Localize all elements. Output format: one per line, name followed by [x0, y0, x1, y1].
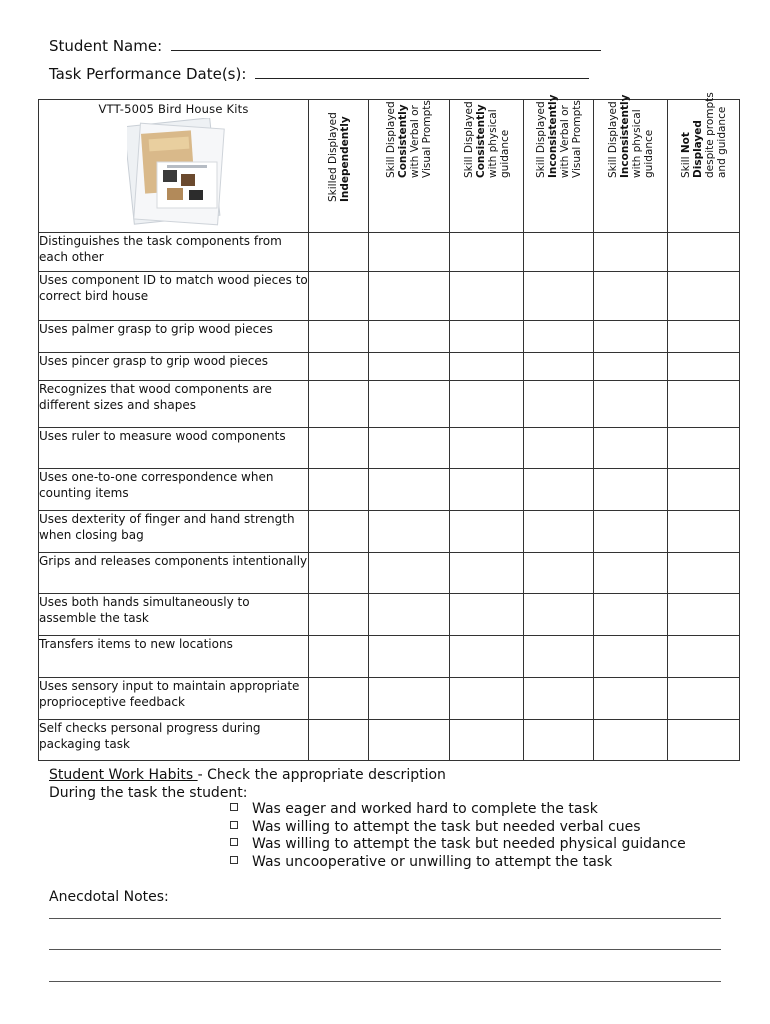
skill-label: Uses both hands simultaneously to assemble the task: [39, 594, 309, 636]
task-date-field[interactable]: [255, 64, 589, 79]
rating-cell[interactable]: [594, 233, 668, 272]
work-habit-option-label: Was eager and worked hard to complete the task: [252, 801, 598, 817]
skill-label: Uses ruler to measure wood components: [39, 428, 309, 469]
work-habits-intro: During the task the student:: [49, 785, 248, 801]
work-habit-option: [230, 819, 686, 837]
rating-cell[interactable]: [668, 381, 740, 428]
work-habits-instruction: - Check the appropriate description: [197, 767, 446, 783]
column-header-normal: Skilled Displayed: [326, 112, 339, 202]
rating-cell[interactable]: [450, 272, 524, 321]
column-header-line: [535, 95, 547, 178]
rating-cell[interactable]: [450, 636, 524, 678]
rating-cell[interactable]: [524, 553, 594, 594]
column-header-line: [547, 95, 559, 178]
rating-cell[interactable]: [524, 511, 594, 553]
skill-label: Transfers items to new locations: [39, 636, 309, 678]
rating-cell[interactable]: [524, 636, 594, 678]
column-header-line: [571, 95, 583, 178]
rating-cell[interactable]: [668, 553, 740, 594]
table-row: [39, 720, 740, 761]
column-header-normal: despite prompts: [703, 92, 716, 178]
rating-cell[interactable]: [450, 720, 524, 761]
rating-cell[interactable]: [309, 381, 369, 428]
rating-cell[interactable]: [594, 511, 668, 553]
rating-cell[interactable]: [450, 469, 524, 511]
table-row: [39, 553, 740, 594]
rating-cell[interactable]: [524, 469, 594, 511]
rating-cell[interactable]: [594, 353, 668, 381]
work-habit-option: [230, 801, 686, 819]
column-header-line: [692, 92, 704, 178]
rating-cell[interactable]: [369, 469, 450, 511]
column-header-4: [524, 94, 594, 233]
rating-cell[interactable]: [524, 720, 594, 761]
skill-label: Uses sensory input to maintain appropriate proprioceptive feedback: [39, 678, 309, 720]
rating-cell[interactable]: [309, 678, 369, 720]
work-habits-section: [49, 766, 446, 802]
column-header-line: [643, 95, 655, 178]
column-header-bold: Displayed: [691, 120, 704, 178]
column-header-line: [619, 95, 631, 178]
rating-cell[interactable]: [450, 511, 524, 553]
rating-cell[interactable]: [668, 720, 740, 761]
table-row: [39, 469, 740, 511]
table-row: [39, 428, 740, 469]
checkbox[interactable]: [230, 838, 238, 846]
column-header-normal: Skill: [679, 153, 692, 178]
rating-cell[interactable]: [524, 321, 594, 353]
column-header-bold: Consistently: [397, 104, 409, 178]
rating-cell[interactable]: [309, 553, 369, 594]
notes-line[interactable]: [49, 981, 721, 982]
table-row: [39, 511, 740, 553]
rating-cell[interactable]: [594, 553, 668, 594]
rating-cell[interactable]: [594, 594, 668, 636]
rating-cell[interactable]: [309, 353, 369, 381]
column-header-line: [327, 112, 339, 202]
rating-cell[interactable]: [450, 594, 524, 636]
skill-label: Self checks personal progress during packaging task: [39, 720, 309, 761]
rating-cell[interactable]: [369, 553, 450, 594]
rating-cell[interactable]: [524, 381, 594, 428]
work-habit-option-label: Was willing to attempt the task but needed physical guidance: [252, 836, 686, 852]
rating-cell[interactable]: [309, 469, 369, 511]
column-header-line: [680, 92, 692, 178]
rating-cell[interactable]: [594, 469, 668, 511]
rating-cell[interactable]: [309, 321, 369, 353]
table-row: [39, 272, 740, 321]
skill-label: Grips and releases components intentionally: [39, 553, 309, 594]
rating-cell[interactable]: [668, 469, 740, 511]
skills-table: [38, 92, 740, 761]
table-body: [39, 233, 740, 761]
task-date-line: [49, 64, 589, 83]
column-header-line: [704, 92, 716, 178]
rating-cell[interactable]: [524, 678, 594, 720]
table-row: [39, 233, 740, 272]
column-header-normal: Skill Displayed: [534, 101, 547, 178]
skill-label: Uses one-to-one correspondence when counting items: [39, 469, 309, 511]
rating-cell[interactable]: [594, 272, 668, 321]
rating-cell[interactable]: [524, 594, 594, 636]
table-row: [39, 594, 740, 636]
bird-house-kit-image: [127, 118, 227, 226]
rating-cell[interactable]: [594, 381, 668, 428]
column-header-line: [499, 101, 511, 178]
rating-cell[interactable]: [668, 678, 740, 720]
column-header-line: [559, 95, 571, 178]
column-header-line: [487, 101, 499, 178]
skill-label: Uses dexterity of finger and hand strength when closing bag: [39, 511, 309, 553]
column-header-bold: Consistently: [474, 104, 487, 178]
column-header-normal: and guidance: [715, 106, 728, 178]
rating-cell[interactable]: [524, 353, 594, 381]
rating-cell[interactable]: [524, 428, 594, 469]
column-header-text: [463, 101, 511, 178]
rating-cell[interactable]: [369, 321, 450, 353]
column-header-normal: Skill Displayed: [606, 101, 619, 178]
rating-cell[interactable]: [668, 321, 740, 353]
rating-cell[interactable]: [450, 381, 524, 428]
column-header-normal: with Verbal or: [558, 105, 571, 178]
student-name-label: Student Name:: [49, 37, 163, 55]
checkbox[interactable]: [230, 821, 238, 829]
rating-cell[interactable]: [450, 233, 524, 272]
rating-cell[interactable]: [309, 594, 369, 636]
column-header-bold: Inconsistently: [618, 94, 631, 178]
rating-cell[interactable]: [594, 321, 668, 353]
column-header-2: [369, 100, 450, 233]
rating-cell[interactable]: [668, 272, 740, 321]
table-row: [39, 321, 740, 353]
column-header-bold: Not: [679, 132, 692, 154]
rating-cell[interactable]: [369, 594, 450, 636]
table-row: [39, 678, 740, 720]
notes-line[interactable]: [49, 918, 721, 919]
rating-cell[interactable]: [668, 353, 740, 381]
column-header-3: [450, 100, 524, 233]
rating-cell[interactable]: [369, 720, 450, 761]
column-header-line: [421, 100, 433, 178]
task-date-label: Task Performance Date(s):: [49, 65, 247, 83]
column-header-normal: guidance: [498, 129, 511, 178]
rating-cell[interactable]: [594, 428, 668, 469]
work-habit-option-label: Was willing to attempt the task but needed verbal cues: [252, 818, 641, 835]
kit-title: VTT-5005 Bird House Kits: [98, 102, 249, 116]
checkbox[interactable]: [230, 856, 238, 864]
column-header-line: [607, 95, 619, 178]
rating-cell[interactable]: [369, 272, 450, 321]
rating-cell[interactable]: [594, 636, 668, 678]
rating-cell[interactable]: [369, 353, 450, 381]
column-header-line: [631, 95, 643, 178]
column-header-line: [475, 101, 487, 178]
anecdotal-notes-label: Anecdotal Notes:: [49, 889, 169, 905]
column-header-normal: Visual Prompts: [421, 100, 433, 178]
work-habit-option-label: Was uncooperative or unwilling to attempt the task: [252, 853, 613, 870]
column-header-normal: Skill Displayed: [385, 101, 397, 178]
column-header-line: [409, 100, 421, 178]
rating-cell[interactable]: [450, 553, 524, 594]
column-header-6: [668, 92, 740, 233]
rating-cell[interactable]: [309, 272, 369, 321]
skill-label: Uses pincer grasp to grip wood pieces: [39, 353, 309, 381]
rating-cell[interactable]: [309, 636, 369, 678]
skill-label: Uses component ID to match wood pieces to correct bird house: [39, 272, 309, 321]
rating-cell[interactable]: [450, 321, 524, 353]
column-header-normal: with Verbal or: [409, 105, 421, 178]
work-habit-option: [230, 854, 686, 872]
work-habits-options: [230, 801, 686, 871]
column-header-text: [535, 95, 583, 178]
rating-cell[interactable]: [309, 720, 369, 761]
rating-cell[interactable]: [450, 353, 524, 381]
column-header-line: [397, 100, 409, 178]
column-header-line: [716, 92, 728, 178]
column-header-text: [385, 100, 433, 178]
column-header-normal: Skill Displayed: [462, 101, 475, 178]
column-header-bold: Inconsistently: [546, 94, 559, 178]
skill-label: Recognizes that wood components are different sizes and shapes: [39, 381, 309, 428]
rating-cell[interactable]: [450, 678, 524, 720]
table-row: [39, 381, 740, 428]
rating-cell[interactable]: [369, 428, 450, 469]
student-name-field[interactable]: [171, 36, 601, 51]
work-habit-option: [230, 836, 686, 854]
checkbox[interactable]: [230, 803, 238, 811]
skill-label: Distinguishes the task components from each other: [39, 233, 309, 272]
rating-cell[interactable]: [369, 511, 450, 553]
kit-header-cell: [39, 100, 309, 233]
column-header-line: [463, 101, 475, 178]
rating-cell[interactable]: [369, 381, 450, 428]
rating-cell[interactable]: [668, 636, 740, 678]
skill-label: Uses palmer grasp to grip wood pieces: [39, 321, 309, 353]
column-header-normal: with physical: [630, 109, 643, 178]
rating-cell[interactable]: [524, 233, 594, 272]
rating-cell[interactable]: [369, 636, 450, 678]
column-header-1: [309, 100, 369, 233]
table-row: [39, 636, 740, 678]
column-header-text: [607, 95, 655, 178]
column-header-text: [327, 112, 351, 202]
rating-cell[interactable]: [594, 678, 668, 720]
rating-cell[interactable]: [369, 233, 450, 272]
column-header-5: [594, 94, 668, 233]
rating-cell[interactable]: [369, 678, 450, 720]
column-header-normal: with physical: [486, 109, 499, 178]
student-name-line: [49, 36, 601, 55]
rating-cell[interactable]: [524, 272, 594, 321]
column-header-normal: Visual Prompts: [570, 100, 583, 178]
rating-cell[interactable]: [668, 233, 740, 272]
rating-cell[interactable]: [309, 233, 369, 272]
rating-cell[interactable]: [668, 428, 740, 469]
table-header-row: [39, 100, 740, 233]
column-header-bold: Independently: [338, 116, 351, 202]
rating-cell[interactable]: [450, 428, 524, 469]
rating-cell[interactable]: [668, 594, 740, 636]
rating-cell[interactable]: [309, 511, 369, 553]
column-header-normal: guidance: [642, 129, 655, 178]
rating-cell[interactable]: [309, 428, 369, 469]
column-header-text: [680, 92, 728, 178]
table-row: [39, 353, 740, 381]
column-header-line: [339, 112, 351, 202]
notes-line[interactable]: [49, 949, 721, 950]
rating-cell[interactable]: [668, 511, 740, 553]
column-header-line: [385, 100, 397, 178]
work-habits-heading: Student Work Habits: [49, 767, 198, 783]
rating-cell[interactable]: [594, 720, 668, 761]
